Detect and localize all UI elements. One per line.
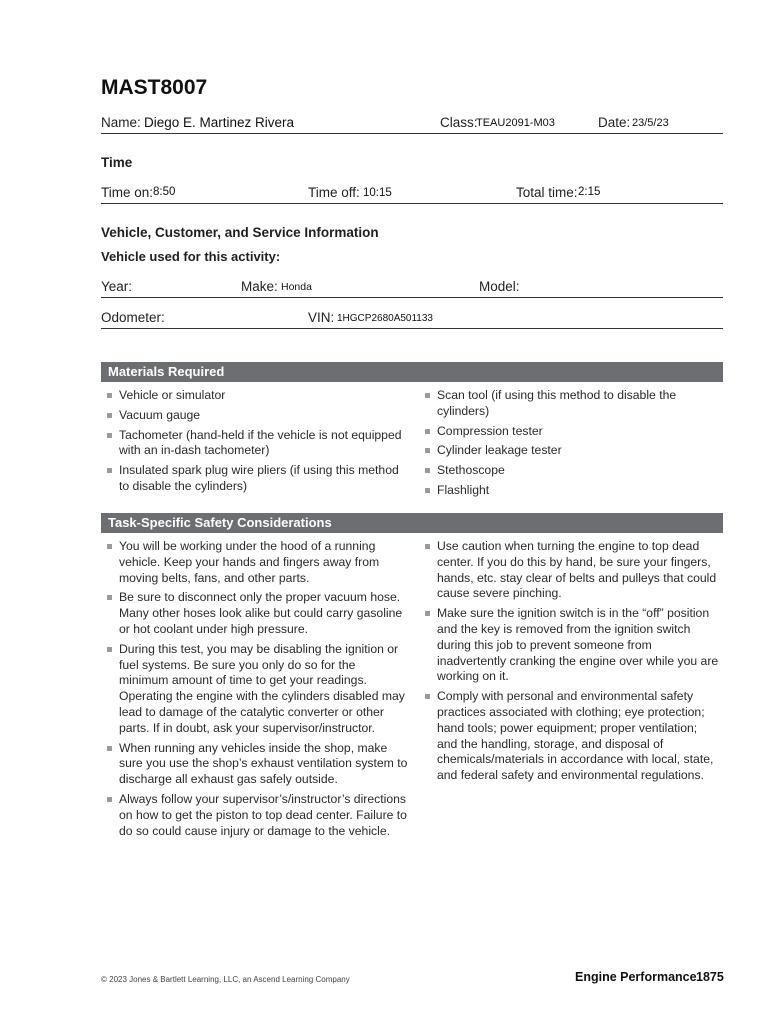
list-item: Make sure the ignition switch is in the “off” position and the key is removed from the ignition switch during this job to prevent someone from inadvertently cranking the engine over while you are working on it. — [420, 606, 720, 685]
odometer-row — [101, 302, 723, 329]
class-field[interactable]: TEAU2091-M03 — [476, 117, 555, 129]
bullet-square-icon — [107, 647, 112, 652]
bullet-square-icon — [425, 488, 430, 493]
list-item: Vehicle or simulator — [102, 388, 407, 404]
list-item: During this test, you may be disabling the ignition or fuel systems. Be sure you only do so for the minimum amount of time to get your readings. Operating the engine with the cylinders disabled may lead to damage of the catalytic converter or other parts. If in doubt, ask your supervisor/instructor. — [102, 642, 408, 737]
vin-label: VIN: — [308, 310, 335, 325]
model-label: Model: — [479, 279, 520, 294]
list-item: Be sure to disconnect only the proper vacuum hose. Many other hoses look alike but could carry gasoline or hot coolant under high pressure. — [102, 590, 408, 637]
bullet-square-icon — [425, 393, 430, 398]
bullet-square-icon — [425, 694, 430, 699]
list-item: You will be working under the hood of a running vehicle. Keep your hands and fingers away from moving belts, fans, and other parts. — [102, 539, 408, 586]
list-item: Vacuum gauge — [102, 408, 407, 424]
bullet-square-icon — [425, 468, 430, 473]
time-off-field[interactable]: 10:15 — [363, 187, 392, 199]
list-item: Scan tool (if using this method to disable the cylinders) — [420, 388, 715, 420]
time-off-label: Time off: — [308, 185, 360, 200]
make-field[interactable]: Honda — [281, 281, 312, 293]
materials-header: Materials Required — [101, 362, 723, 382]
list-item: Insulated spark plug wire pliers (if using this method to disable the cylinders) — [102, 463, 407, 495]
safety-header: Task-Specific Safety Considerations — [101, 513, 723, 533]
safety-list-right — [420, 539, 720, 788]
vehicle-used-subheading: Vehicle used for this activity: — [101, 249, 281, 264]
bullet-square-icon — [425, 448, 430, 453]
list-item: Tachometer (hand-held if the vehicle is not equipped with an in-dash tachometer) — [102, 428, 407, 460]
name-label: Name: — [101, 115, 141, 130]
list-item: Stethoscope — [420, 463, 715, 479]
make-label: Make: — [241, 279, 278, 294]
bullet-square-icon — [107, 433, 112, 438]
bullet-square-icon — [107, 468, 112, 473]
class-label: Class: — [440, 115, 478, 130]
time-on-label: Time on: — [101, 185, 154, 200]
bullet-square-icon — [425, 611, 430, 616]
year-label: Year: — [101, 279, 133, 294]
list-item: Compression tester — [420, 424, 715, 440]
safety-list-left — [102, 539, 408, 843]
name-field[interactable]: Diego E. Martinez Rivera — [144, 115, 295, 130]
materials-list-right — [420, 388, 715, 503]
student-info-row — [101, 107, 723, 134]
bullet-square-icon — [107, 413, 112, 418]
copyright-text: © 2023 Jones & Bartlett Learning, LLC, an Ascend Learning Company — [101, 975, 350, 984]
odometer-label: Odometer: — [101, 310, 165, 325]
bullet-square-icon — [107, 746, 112, 751]
bullet-square-icon — [425, 544, 430, 549]
vehicle-heading: Vehicle, Customer, and Service Information — [101, 225, 379, 240]
vin-field[interactable]: 1HGCP2680A501133 — [337, 313, 433, 324]
footer-section-title: Engine Performance — [575, 970, 697, 984]
list-item: Use caution when turning the engine to top dead center. If you do this by hand, be sure your fingers, hands, etc. stay clear of belts and pulleys that could cause severe pinching. — [420, 539, 720, 602]
date-label: Date: — [598, 115, 631, 130]
list-item: Always follow your supervisor’s/instructor’s directions on how to get the piston to top dead center. Failure to do so could cause injury or damage to the vehicle. — [102, 792, 408, 839]
list-item: When running any vehicles inside the shop, make sure you use the shop’s exhaust ventilation system to discharge all exhaust gas safely outside. — [102, 741, 408, 788]
bullet-square-icon — [425, 429, 430, 434]
page-title: MAST8007 — [101, 76, 208, 99]
list-item: Cylinder leakage tester — [420, 443, 715, 459]
list-item: Flashlight — [420, 483, 715, 499]
bullet-square-icon — [107, 544, 112, 549]
time-on-field[interactable]: 8:50 — [153, 186, 176, 198]
date-field[interactable]: 23/5/23 — [632, 117, 669, 129]
time-row — [101, 177, 723, 204]
bullet-square-icon — [107, 797, 112, 802]
vehicle-row — [101, 271, 723, 298]
bullet-square-icon — [107, 393, 112, 398]
bullet-square-icon — [107, 595, 112, 600]
list-item: Comply with personal and environmental safety practices associated with clothing; eye protection; hand tools; power equipment; proper ventilation; and the handling, storage, and disposal of chemicals/materials in accordance with local, state, and federal safety and environmental regulations. — [420, 689, 720, 784]
total-time-field[interactable]: 2:15 — [578, 186, 601, 198]
materials-list-left — [102, 388, 407, 499]
time-heading: Time — [101, 155, 133, 170]
page-number: 1875 — [696, 970, 724, 984]
total-time-label: Total time: — [516, 185, 578, 200]
